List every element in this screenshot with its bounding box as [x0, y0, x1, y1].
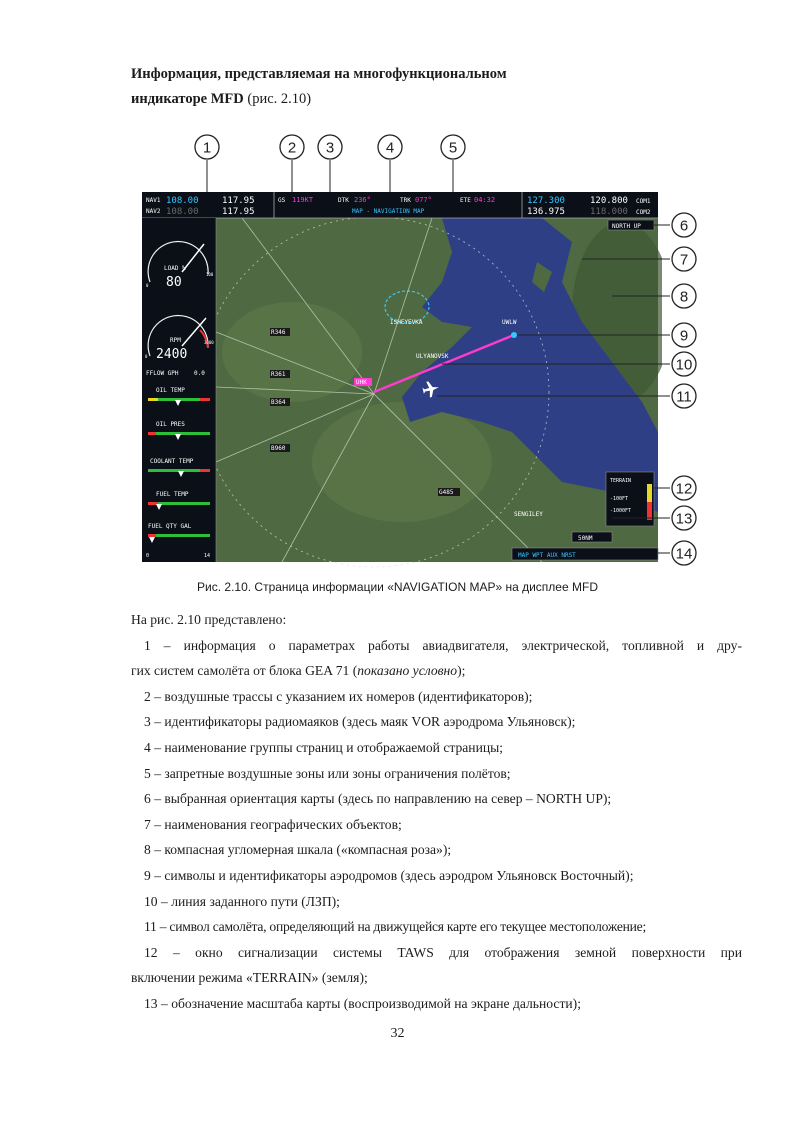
orientation-label: NORTH UP [612, 223, 641, 230]
airway-label: R346 [271, 329, 286, 336]
svg-text:14: 14 [675, 545, 693, 563]
list-item: 8 – компасная угломерная шкала («компасная роза»); [144, 842, 452, 858]
com1-active: 127.300 [527, 196, 565, 206]
load-value: 80 [166, 275, 182, 290]
list-item-cont: включении режима «TERRAIN» (земля); [131, 970, 368, 986]
svg-text:8: 8 [679, 288, 689, 306]
load-max: 100 [206, 272, 214, 277]
svg-text:6: 6 [679, 217, 689, 235]
list-item: 9 – символы и идентификаторы аэродромов (здесь аэродром Ульяновск Восточный); [144, 867, 634, 883]
airport-label: UWLW [502, 319, 517, 326]
body-text [131, 607, 742, 1017]
oil-temp-label: OIL TEMP [156, 387, 185, 394]
fuel-max: 14 [204, 553, 211, 559]
list-item: 5 – запретные воздушные зоны или зоны ограничения полётов; [144, 765, 511, 781]
svg-text:12: 12 [675, 480, 693, 498]
svg-text:7: 7 [679, 251, 689, 269]
rpm-min: 0 [145, 354, 148, 359]
taws-down: -1000FT [610, 508, 632, 514]
list-item-cont: гих систем самолёта от блока GEA 71 (показано условно); [131, 663, 466, 679]
callout-1 [195, 135, 219, 159]
list-item: 4 – наименование группы страниц и отображаемой страницы; [144, 739, 504, 755]
heading-figure-ref: (рис. 2.10) [243, 91, 312, 107]
nav2-standby: 117.95 [222, 207, 255, 217]
callout-12 [672, 476, 696, 500]
com1-label: COM1 [636, 198, 651, 205]
list-item: 12 – окно сигнализации системы TAWS для отображения земной поверхности при [144, 944, 742, 960]
fflow-label: FFLOW GPH [146, 370, 179, 377]
callout-11 [672, 384, 696, 408]
callout-6 [672, 213, 696, 237]
ete-value: 04:32 [474, 196, 496, 204]
airway-label: B364 [271, 399, 286, 406]
svg-text:13: 13 [675, 510, 693, 528]
fuel-temp-label: FUEL TEMP [156, 491, 189, 498]
mfd-figure [142, 132, 662, 572]
com2-active: 136.975 [527, 207, 565, 217]
trk-value: 077° [415, 196, 432, 204]
callout-14 [672, 541, 696, 565]
callout-7 [672, 247, 696, 271]
dtk-value: 236° [354, 196, 371, 204]
fuel-qty-label: FUEL QTY GAL [148, 523, 192, 530]
com2-label: COM2 [636, 209, 651, 216]
nav1-standby: 117.95 [222, 196, 255, 206]
fflow-value: 0.0 [194, 370, 205, 377]
list-item: 2 – воздушные трассы с указанием их номеров (идентификаторов); [144, 688, 533, 704]
airway-label: B960 [271, 445, 286, 452]
load-label: LOAD % [164, 265, 186, 272]
intro-line: На рис. 2.10 представлено: [131, 612, 287, 627]
softkey-bar: MAP WPT AUX NRST [518, 552, 576, 559]
taws-up: -100FT [610, 496, 629, 502]
list-item: 13 – обозначение масштаба карты (воспроизводимой на экране дальности); [144, 995, 581, 1011]
callouts-top [195, 135, 465, 192]
map-scale: 50NM [578, 535, 593, 542]
nav1-label: NAV1 [146, 197, 161, 204]
place-label: ISHEYEVKA [390, 319, 423, 326]
list-item: 3 – идентификаторы радиомаяков (здесь маяк VOR аэродрома Ульяновск); [144, 714, 576, 730]
page-title: MAP - NAVIGATION MAP [352, 208, 425, 215]
rpm-max: 3000 [204, 340, 214, 345]
com1-standby: 120.800 [590, 196, 628, 206]
fuel-min: 0 [146, 553, 150, 559]
place-label: ULYANOVSK [416, 353, 449, 360]
list-item: 10 – линия заданного пути (ЛЗП); [144, 893, 340, 909]
nav2-label: NAV2 [146, 208, 161, 215]
heading-bold-line1: Информация, представляемая на многофункциональном [131, 66, 507, 82]
rpm-label: RPM [170, 337, 181, 344]
callout-8 [672, 284, 696, 308]
airway-label: G485 [439, 489, 454, 496]
svg-text:1: 1 [202, 139, 212, 157]
mfd-screen [142, 192, 662, 567]
svg-text:3: 3 [325, 139, 335, 157]
callout-5 [441, 135, 465, 159]
taws-title: TERRAIN [610, 478, 632, 484]
com2-standby: 118.000 [590, 207, 628, 217]
dtk-label: DTK [338, 197, 349, 204]
callout-3 [318, 135, 342, 159]
callout-9 [672, 323, 696, 347]
place-label: SENGILEY [514, 511, 543, 518]
callouts-right-circles [662, 132, 722, 572]
callout-2 [280, 135, 304, 159]
list-item: 1 – информация о параметрах работы авиадвигателя, электрической, топливной и дру- [144, 637, 742, 653]
svg-text:10: 10 [675, 356, 693, 374]
svg-text:11: 11 [676, 388, 692, 406]
callout-13 [672, 506, 696, 530]
load-min: 0 [146, 283, 149, 288]
gs-label: GS [278, 197, 286, 204]
svg-text:4: 4 [385, 139, 395, 157]
list-item: 6 – выбранная ориентация карты (здесь по направлению на север – NORTH UP); [144, 791, 612, 807]
oil-pres-label: OIL PRES [156, 421, 185, 428]
svg-text:2: 2 [287, 139, 297, 157]
heading-bold-line2: индикаторе MFD [131, 91, 244, 107]
vor-label: UHK [356, 379, 367, 386]
section-heading [131, 62, 691, 112]
svg-text:5: 5 [448, 139, 458, 157]
trk-label: TRK [400, 197, 411, 204]
svg-text:9: 9 [679, 327, 689, 345]
rpm-value: 2400 [156, 347, 188, 362]
callout-10 [672, 352, 696, 376]
figure-caption: Рис. 2.10. Страница информации «NAVIGATION MAP» на дисплее MFD [197, 580, 598, 594]
list-item: 7 – наименования географических объектов; [144, 816, 402, 832]
airway-label: R361 [271, 371, 286, 378]
nav2-active: 108.00 [166, 207, 199, 217]
ete-label: ETE [460, 197, 471, 204]
page-number: 32 [390, 1026, 405, 1041]
nav1-active: 108.00 [166, 196, 199, 206]
list-item: 11 – символ самолёта, определяющий на движущейся карте его текущее местоположение; [144, 919, 646, 935]
callout-4 [378, 135, 402, 159]
gs-value: 119KT [292, 196, 314, 204]
airport-symbol [511, 332, 517, 338]
coolant-temp-label: COOLANT TEMP [150, 458, 194, 465]
